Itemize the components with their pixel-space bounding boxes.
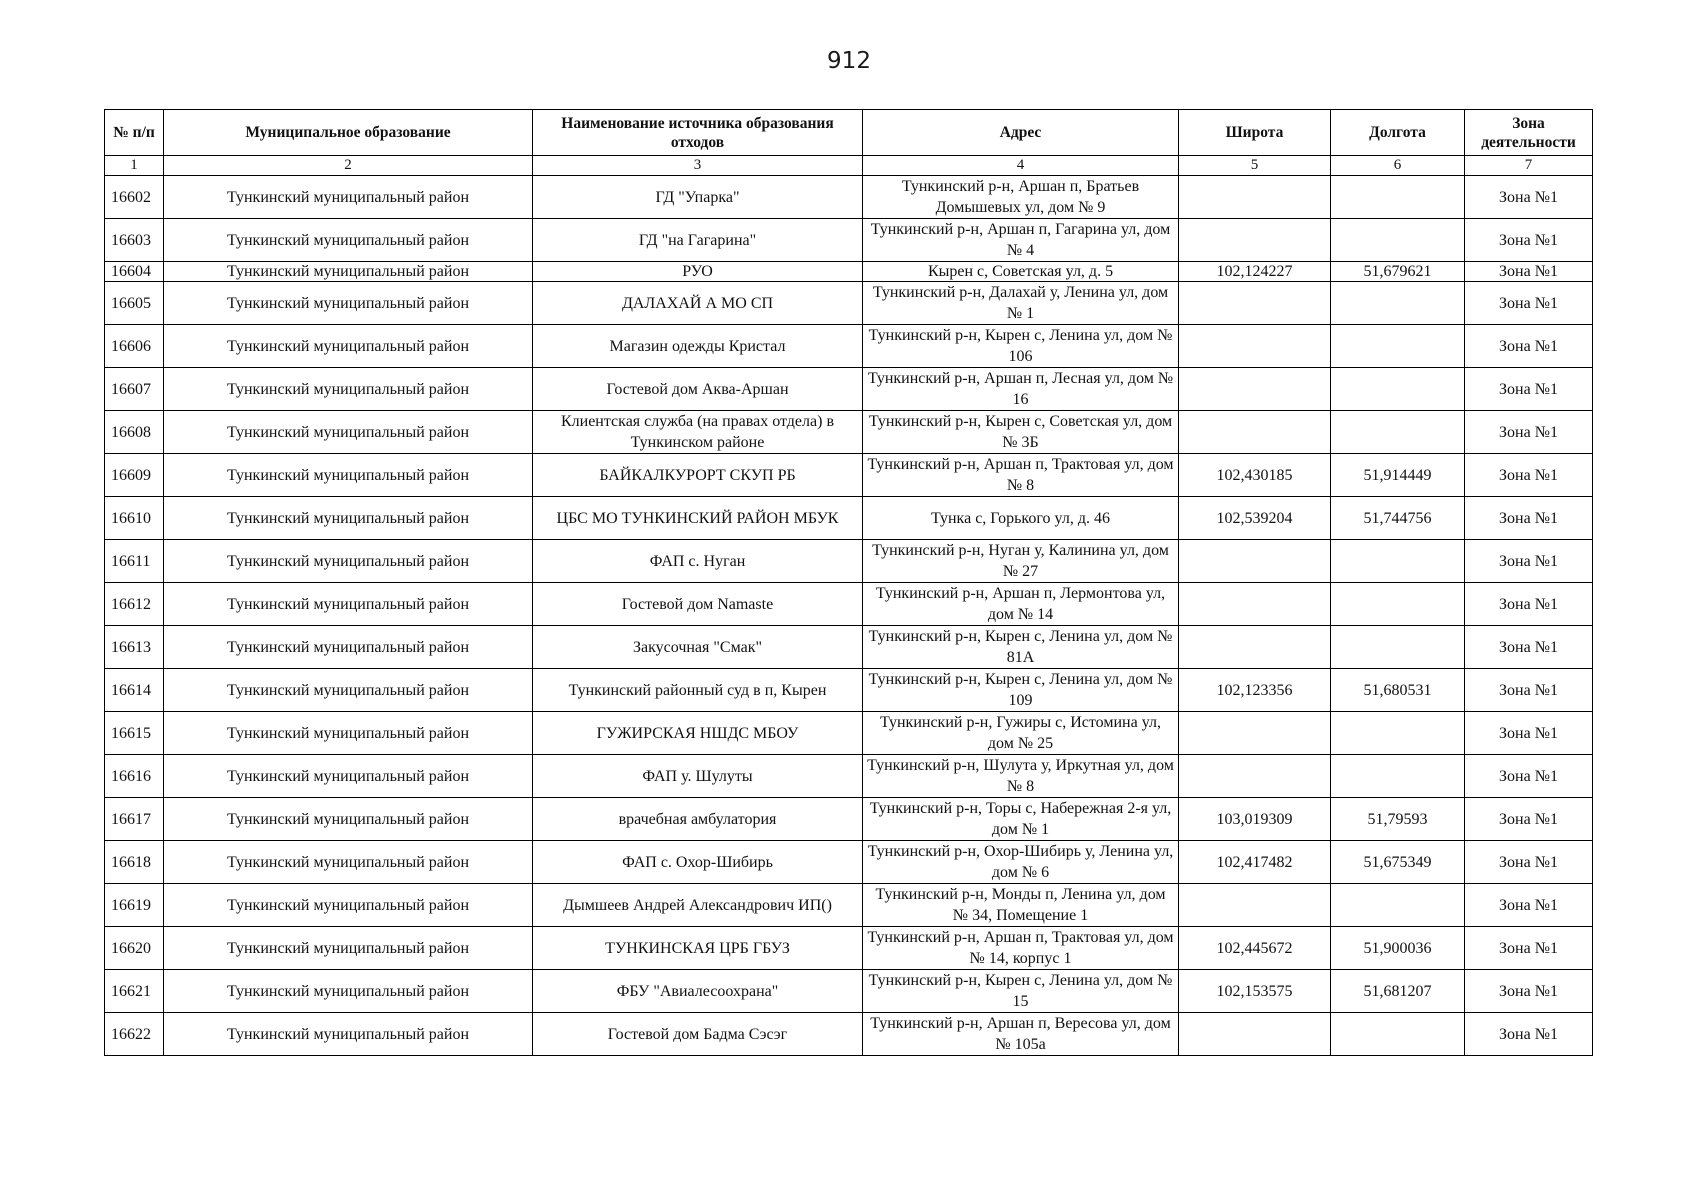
- cell-latitude: [1179, 219, 1331, 262]
- column-number: 7: [1465, 156, 1593, 176]
- cell-id: 16606: [105, 325, 164, 368]
- cell-longitude: 51,914449: [1331, 454, 1465, 497]
- cell-longitude: [1331, 176, 1465, 219]
- cell-municipality: Тункинский муниципальный район: [164, 1013, 533, 1056]
- cell-latitude: [1179, 282, 1331, 325]
- cell-latitude: [1179, 626, 1331, 669]
- cell-latitude: 102,445672: [1179, 927, 1331, 970]
- cell-zone: Зона №1: [1465, 755, 1593, 798]
- table-row: [105, 262, 1593, 282]
- cell-municipality: Тункинский муниципальный район: [164, 884, 533, 927]
- cell-address: Тункинский р-н, Торы с, Набережная 2-я ул, дом № 1: [863, 798, 1179, 841]
- cell-address: Тункинский р-н, Аршан п, Гагарина ул, дом № 4: [863, 219, 1179, 262]
- header-cell-source: Наименование источника образования отходов: [533, 110, 863, 156]
- cell-municipality: Тункинский муниципальный район: [164, 798, 533, 841]
- cell-latitude: 102,417482: [1179, 841, 1331, 884]
- cell-address: Тункинский р-н, Охор-Шибирь у, Ленина ул, дом № 6: [863, 841, 1179, 884]
- header-cell-municipality: Муниципальное образование: [164, 110, 533, 156]
- cell-address: Тункинский р-н, Аршан п, Вересова ул, дом № 105а: [863, 1013, 1179, 1056]
- cell-latitude: 102,123356: [1179, 669, 1331, 712]
- table-row: [105, 411, 1593, 454]
- cell-longitude: [1331, 583, 1465, 626]
- cell-address: Тункинский р-н, Гужиры с, Истомина ул, дом № 25: [863, 712, 1179, 755]
- header-row: [105, 110, 1593, 156]
- cell-id: 16618: [105, 841, 164, 884]
- cell-address: Тункинский р-н, Нуган у, Калинина ул, дом № 27: [863, 540, 1179, 583]
- cell-id: 16605: [105, 282, 164, 325]
- cell-id: 16613: [105, 626, 164, 669]
- header-cell-zone: Зона деятельности: [1465, 110, 1593, 156]
- cell-longitude: 51,744756: [1331, 497, 1465, 540]
- cell-zone: Зона №1: [1465, 927, 1593, 970]
- cell-id: 16622: [105, 1013, 164, 1056]
- cell-latitude: 102,430185: [1179, 454, 1331, 497]
- table-row: [105, 368, 1593, 411]
- cell-longitude: 51,680531: [1331, 669, 1465, 712]
- table-row: [105, 798, 1593, 841]
- cell-municipality: Тункинский муниципальный район: [164, 626, 533, 669]
- column-number-row: [105, 156, 1593, 176]
- cell-source: Тункинский районный суд в п, Кырен: [533, 669, 863, 712]
- cell-longitude: [1331, 411, 1465, 454]
- header-cell-id: № п/п: [105, 110, 164, 156]
- cell-zone: Зона №1: [1465, 884, 1593, 927]
- column-number: 4: [863, 156, 1179, 176]
- cell-latitude: [1179, 325, 1331, 368]
- cell-source: Клиентская служба (на правах отдела) в Тункинском районе: [533, 411, 863, 454]
- cell-zone: Зона №1: [1465, 798, 1593, 841]
- cell-address: Кырен с, Советская ул, д. 5: [863, 262, 1179, 282]
- cell-longitude: 51,900036: [1331, 927, 1465, 970]
- table-row: [105, 454, 1593, 497]
- cell-id: 16619: [105, 884, 164, 927]
- cell-zone: Зона №1: [1465, 325, 1593, 368]
- cell-id: 16616: [105, 755, 164, 798]
- cell-address: Тунка с, Горького ул, д. 46: [863, 497, 1179, 540]
- cell-municipality: Тункинский муниципальный район: [164, 262, 533, 282]
- cell-longitude: [1331, 1013, 1465, 1056]
- table-body: [105, 176, 1593, 1056]
- cell-source: Гостевой дом Аква-Аршан: [533, 368, 863, 411]
- table-row: [105, 497, 1593, 540]
- cell-source: ЦБС МО ТУНКИНСКИЙ РАЙОН МБУК: [533, 497, 863, 540]
- cell-municipality: Тункинский муниципальный район: [164, 583, 533, 626]
- cell-zone: Зона №1: [1465, 219, 1593, 262]
- cell-id: 16621: [105, 970, 164, 1013]
- column-number: 2: [164, 156, 533, 176]
- cell-zone: Зона №1: [1465, 970, 1593, 1013]
- cell-zone: Зона №1: [1465, 262, 1593, 282]
- cell-municipality: Тункинский муниципальный район: [164, 176, 533, 219]
- table-row: [105, 325, 1593, 368]
- cell-zone: Зона №1: [1465, 626, 1593, 669]
- cell-source: Закусочная "Смак": [533, 626, 863, 669]
- cell-source: ГУЖИРСКАЯ НШДС МБОУ: [533, 712, 863, 755]
- cell-source: Дымшеев Андрей Александрович ИП(): [533, 884, 863, 927]
- cell-source: БАЙКАЛКУРОРТ СКУП РБ: [533, 454, 863, 497]
- cell-longitude: 51,79593: [1331, 798, 1465, 841]
- cell-source: Гостевой дом Namaste: [533, 583, 863, 626]
- cell-municipality: Тункинский муниципальный район: [164, 411, 533, 454]
- cell-longitude: 51,681207: [1331, 970, 1465, 1013]
- cell-municipality: Тункинский муниципальный район: [164, 282, 533, 325]
- cell-latitude: 102,124227: [1179, 262, 1331, 282]
- cell-latitude: [1179, 368, 1331, 411]
- cell-address: Тункинский р-н, Аршан п, Братьев Домышевых ул, дом № 9: [863, 176, 1179, 219]
- cell-zone: Зона №1: [1465, 497, 1593, 540]
- cell-zone: Зона №1: [1465, 540, 1593, 583]
- cell-source: ТУНКИНСКАЯ ЦРБ ГБУЗ: [533, 927, 863, 970]
- cell-latitude: [1179, 411, 1331, 454]
- cell-zone: Зона №1: [1465, 368, 1593, 411]
- table-row: [105, 540, 1593, 583]
- cell-municipality: Тункинский муниципальный район: [164, 927, 533, 970]
- cell-latitude: 103,019309: [1179, 798, 1331, 841]
- cell-zone: Зона №1: [1465, 282, 1593, 325]
- cell-address: Тункинский р-н, Аршан п, Лесная ул, дом № 16: [863, 368, 1179, 411]
- cell-longitude: [1331, 219, 1465, 262]
- cell-id: 16602: [105, 176, 164, 219]
- cell-address: Тункинский р-н, Аршан п, Трактовая ул, дом № 14, корпус 1: [863, 927, 1179, 970]
- cell-id: 16609: [105, 454, 164, 497]
- cell-id: 16607: [105, 368, 164, 411]
- cell-zone: Зона №1: [1465, 841, 1593, 884]
- cell-latitude: [1179, 755, 1331, 798]
- cell-municipality: Тункинский муниципальный район: [164, 755, 533, 798]
- table-row: [105, 712, 1593, 755]
- cell-latitude: [1179, 884, 1331, 927]
- cell-municipality: Тункинский муниципальный район: [164, 325, 533, 368]
- cell-zone: Зона №1: [1465, 669, 1593, 712]
- cell-address: Тункинский р-н, Шулута у, Иркутная ул, дом № 8: [863, 755, 1179, 798]
- cell-longitude: [1331, 626, 1465, 669]
- cell-latitude: [1179, 712, 1331, 755]
- cell-address: Тункинский р-н, Аршан п, Трактовая ул, дом № 8: [863, 454, 1179, 497]
- cell-municipality: Тункинский муниципальный район: [164, 841, 533, 884]
- table-row: [105, 282, 1593, 325]
- cell-source: ДАЛАХАЙ А МО СП: [533, 282, 863, 325]
- cell-source: Магазин одежды Кристал: [533, 325, 863, 368]
- table-row: [105, 884, 1593, 927]
- cell-address: Тункинский р-н, Кырен с, Советская ул, дом № 3Б: [863, 411, 1179, 454]
- cell-zone: Зона №1: [1465, 411, 1593, 454]
- cell-latitude: 102,539204: [1179, 497, 1331, 540]
- table-row: [105, 626, 1593, 669]
- cell-id: 16603: [105, 219, 164, 262]
- waste-sources-table: [104, 109, 1593, 1056]
- cell-longitude: [1331, 325, 1465, 368]
- header-cell-latitude: Широта: [1179, 110, 1331, 156]
- cell-municipality: Тункинский муниципальный район: [164, 497, 533, 540]
- column-number: 1: [105, 156, 164, 176]
- cell-municipality: Тункинский муниципальный район: [164, 540, 533, 583]
- cell-address: Тункинский р-н, Кырен с, Ленина ул, дом № 15: [863, 970, 1179, 1013]
- cell-longitude: 51,679621: [1331, 262, 1465, 282]
- cell-zone: Зона №1: [1465, 454, 1593, 497]
- table-row: [105, 669, 1593, 712]
- cell-source: Гостевой дом Бадма Сэсэг: [533, 1013, 863, 1056]
- table-row: [105, 841, 1593, 884]
- cell-address: Тункинский р-н, Монды п, Ленина ул, дом № 34, Помещение 1: [863, 884, 1179, 927]
- cell-zone: Зона №1: [1465, 583, 1593, 626]
- cell-id: 16608: [105, 411, 164, 454]
- table-row: [105, 583, 1593, 626]
- cell-municipality: Тункинский муниципальный район: [164, 219, 533, 262]
- cell-id: 16615: [105, 712, 164, 755]
- cell-address: Тункинский р-н, Далахай у, Ленина ул, дом № 1: [863, 282, 1179, 325]
- cell-id: 16620: [105, 927, 164, 970]
- cell-latitude: [1179, 176, 1331, 219]
- table-row: [105, 970, 1593, 1013]
- cell-source: врачебная амбулатория: [533, 798, 863, 841]
- cell-longitude: [1331, 755, 1465, 798]
- cell-address: Тункинский р-н, Аршан п, Лермонтова ул, дом № 14: [863, 583, 1179, 626]
- cell-id: 16617: [105, 798, 164, 841]
- cell-source: ГД "Упарка": [533, 176, 863, 219]
- cell-id: 16612: [105, 583, 164, 626]
- cell-longitude: 51,675349: [1331, 841, 1465, 884]
- column-number: 3: [533, 156, 863, 176]
- header-cell-address: Адрес: [863, 110, 1179, 156]
- cell-longitude: [1331, 540, 1465, 583]
- cell-source: ФАП с. Нуган: [533, 540, 863, 583]
- cell-latitude: [1179, 540, 1331, 583]
- cell-zone: Зона №1: [1465, 176, 1593, 219]
- cell-source: РУО: [533, 262, 863, 282]
- cell-source: ФБУ "Авиалесоохрана": [533, 970, 863, 1013]
- cell-latitude: [1179, 1013, 1331, 1056]
- table-row: [105, 176, 1593, 219]
- cell-longitude: [1331, 282, 1465, 325]
- table-row: [105, 755, 1593, 798]
- cell-municipality: Тункинский муниципальный район: [164, 970, 533, 1013]
- page-number: 912: [827, 48, 871, 74]
- cell-latitude: [1179, 583, 1331, 626]
- cell-longitude: [1331, 712, 1465, 755]
- cell-address: Тункинский р-н, Кырен с, Ленина ул, дом № 109: [863, 669, 1179, 712]
- cell-zone: Зона №1: [1465, 712, 1593, 755]
- cell-latitude: 102,153575: [1179, 970, 1331, 1013]
- cell-id: 16614: [105, 669, 164, 712]
- cell-longitude: [1331, 884, 1465, 927]
- header-cell-longitude: Долгота: [1331, 110, 1465, 156]
- cell-id: 16611: [105, 540, 164, 583]
- cell-address: Тункинский р-н, Кырен с, Ленина ул, дом № 81А: [863, 626, 1179, 669]
- cell-municipality: Тункинский муниципальный район: [164, 712, 533, 755]
- cell-source: ФАП с. Охор-Шибирь: [533, 841, 863, 884]
- column-number: 5: [1179, 156, 1331, 176]
- cell-id: 16610: [105, 497, 164, 540]
- cell-id: 16604: [105, 262, 164, 282]
- table-row: [105, 927, 1593, 970]
- cell-source: ГД "на Гагарина": [533, 219, 863, 262]
- cell-zone: Зона №1: [1465, 1013, 1593, 1056]
- cell-municipality: Тункинский муниципальный район: [164, 454, 533, 497]
- cell-source: ФАП у. Шулуты: [533, 755, 863, 798]
- cell-municipality: Тункинский муниципальный район: [164, 368, 533, 411]
- cell-address: Тункинский р-н, Кырен с, Ленина ул, дом № 106: [863, 325, 1179, 368]
- table-row: [105, 1013, 1593, 1056]
- cell-longitude: [1331, 368, 1465, 411]
- cell-municipality: Тункинский муниципальный район: [164, 669, 533, 712]
- table-row: [105, 219, 1593, 262]
- column-number: 6: [1331, 156, 1465, 176]
